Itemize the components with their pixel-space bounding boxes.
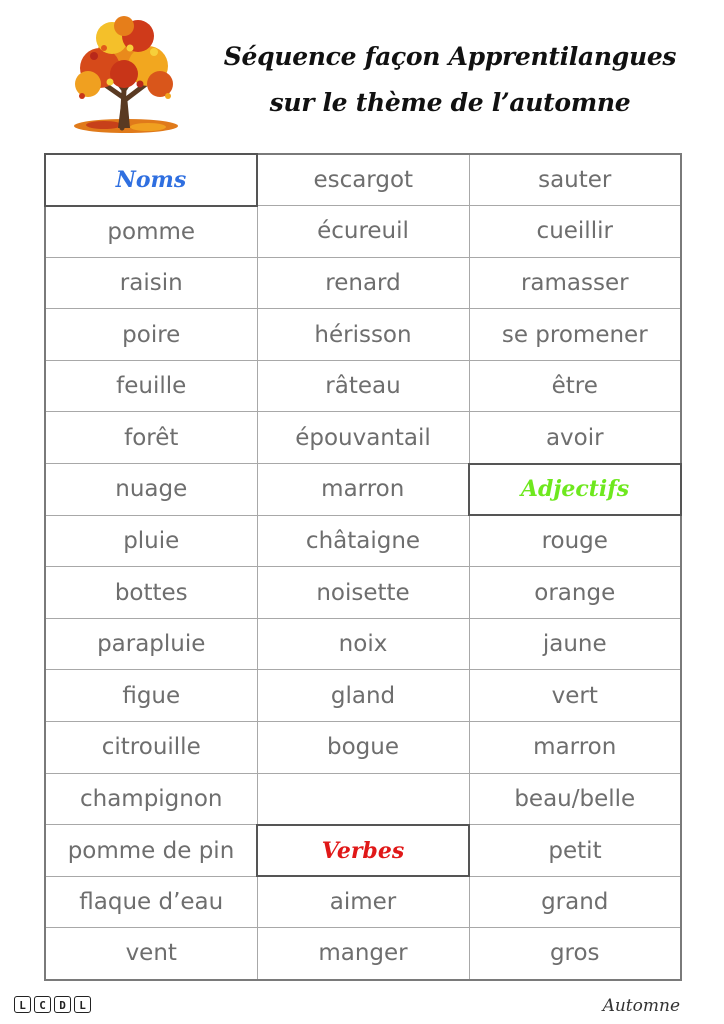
table-row — [45, 206, 681, 258]
word-cell: sauter — [469, 154, 681, 206]
table-row — [45, 464, 681, 516]
word-cell: renard — [257, 257, 469, 309]
table-row — [45, 722, 681, 774]
logo-letter: L — [74, 996, 91, 1013]
title-line-1: Séquence façon Apprentilangues — [223, 42, 677, 71]
word-cell: gland — [257, 670, 469, 722]
word-cell: pomme — [45, 206, 257, 258]
table-row — [45, 773, 681, 825]
table-row — [45, 257, 681, 309]
table-row — [45, 876, 681, 928]
autumn-tree-icon — [64, 12, 184, 136]
table-row — [45, 825, 681, 877]
word-cell: figue — [45, 670, 257, 722]
word-cell: champignon — [45, 773, 257, 825]
word-cell: aimer — [257, 876, 469, 928]
word-cell: vent — [45, 928, 257, 980]
word-cell: hérisson — [257, 309, 469, 361]
word-cell: nuage — [45, 464, 257, 516]
table-row — [45, 309, 681, 361]
word-cell: gros — [469, 928, 681, 980]
word-cell: se promener — [469, 309, 681, 361]
word-cell: vert — [469, 670, 681, 722]
word-cell: cueillir — [469, 206, 681, 258]
page-title — [200, 34, 700, 126]
word-cell: marron — [257, 464, 469, 516]
word-cell: bogue — [257, 722, 469, 774]
logo-letter: L — [14, 996, 31, 1013]
word-cell: manger — [257, 928, 469, 980]
vocabulary-table — [44, 153, 682, 981]
word-cell: ramasser — [469, 257, 681, 309]
footer-label: Automne — [602, 996, 680, 1016]
word-cell: escargot — [257, 154, 469, 206]
word-cell: écureuil — [257, 206, 469, 258]
word-cell: marron — [469, 722, 681, 774]
word-cell: châtaigne — [257, 515, 469, 567]
word-cell: feuille — [45, 360, 257, 412]
lcdl-logo — [14, 996, 91, 1013]
table-row — [45, 515, 681, 567]
word-cell: petit — [469, 825, 681, 877]
table-row — [45, 360, 681, 412]
word-cell: être — [469, 360, 681, 412]
word-cell: jaune — [469, 618, 681, 670]
table-row — [45, 412, 681, 464]
word-cell: noix — [257, 618, 469, 670]
word-cell: épouvantail — [257, 412, 469, 464]
table-row — [45, 928, 681, 980]
word-cell: pluie — [45, 515, 257, 567]
word-cell: avoir — [469, 412, 681, 464]
word-cell: beau/belle — [469, 773, 681, 825]
title-line-2: sur le thème de l’automne — [269, 88, 631, 117]
logo-letter: D — [54, 996, 71, 1013]
vocabulary-table-body — [45, 154, 681, 980]
table-row — [45, 154, 681, 206]
word-cell: bottes — [45, 567, 257, 619]
table-row — [45, 567, 681, 619]
word-cell: rouge — [469, 515, 681, 567]
word-cell: forêt — [45, 412, 257, 464]
logo-letter: C — [34, 996, 51, 1013]
word-cell: grand — [469, 876, 681, 928]
table-row — [45, 618, 681, 670]
word-cell: citrouille — [45, 722, 257, 774]
word-cell: flaque d’eau — [45, 876, 257, 928]
category-header-adjectifs: Adjectifs — [469, 464, 681, 516]
word-cell: raisin — [45, 257, 257, 309]
empty-cell — [257, 773, 469, 825]
category-header-noms: Noms — [45, 154, 257, 206]
word-cell: pomme de pin — [45, 825, 257, 877]
word-cell: poire — [45, 309, 257, 361]
table-row — [45, 670, 681, 722]
word-cell: parapluie — [45, 618, 257, 670]
word-cell: orange — [469, 567, 681, 619]
word-cell: noisette — [257, 567, 469, 619]
category-header-verbes: Verbes — [257, 825, 469, 877]
word-cell: râteau — [257, 360, 469, 412]
